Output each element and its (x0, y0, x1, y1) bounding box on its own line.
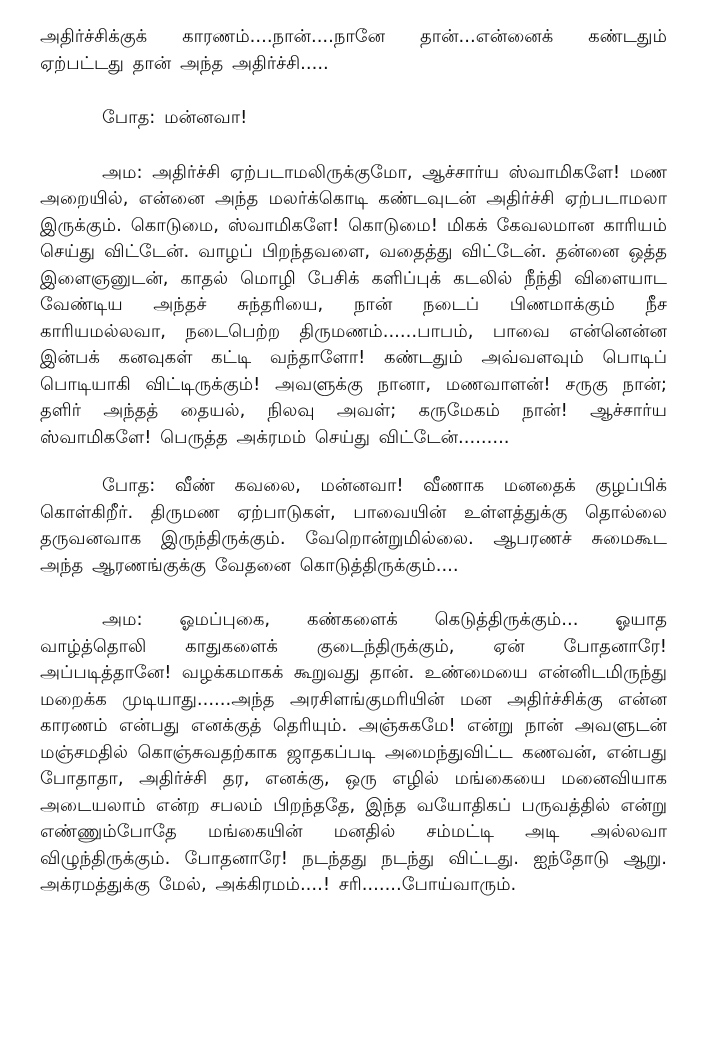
paragraph-ama-response: அம: ஓமப்புகை, கண்களைக் கெடுத்திருக்கும்... ஓயாத வாழ்த்தொலி காதுகளைக் குடைந்திருக்கும், ஏன் போதனாரே! அப்படித்தானே! வழக்கமாகக் கூறுவது தான். உண்மையை என்னிடமிருந்து மறைக்க முடியாது......அந்த அரசிளங்குமரியின் மன அதிர்ச்சிக்கு என்ன காரணம் என்பது எனக்குத் தெரியும். அஞ்சுகமே! என்று நான் அவளுடன் மஞ்சமதில் கொஞ்சுவதற்காக ஜாதகப்படி அமைந்துவிட்ட கணவன், என்பது போதாதா, அதிர்ச்சி தர, எனக்கு, ஒரு எழில் மங்கையை மனைவியாக அடையலாம் என்ற சபலம் பிறந்ததே, இந்த வயோதிகப் பருவத்தில் என்று எண்ணும்போதே மங்கையின் மனதில் சம்மட்டி அடி அல்லவா விழுந்திருக்கும். போதனாரே! நடந்தது நடந்து விட்டது. ஐந்தோடு ஆறு. அக்ரமத்துக்கு மேல், அக்கிரமம்....! சரி.......போய்வாரும். (40, 609, 667, 895)
paragraph-ama-lament: அம: அதிர்ச்சி ஏற்படாமலிருக்குமோ, ஆச்சார்ய ஸ்வாமிகளே! மண அறையில், என்னை அந்த மலர்க்கொடி கண்டவுடன் அதிர்ச்சி ஏற்படாமலா இருக்கும். கொடுமை, ஸ்வாமிகளே! கொடுமை! மிகக் கேவலமான காரியம் செய்து விட்டேன். வாழப் பிறந்தவளை, வதைத்து விட்டேன். தன்னை ஒத்த இளைஞனுடன், காதல் மொழி பேசிக் களிப்புக் கடலில் நீந்தி விளையாட வேண்டிய அந்தச் சுந்தரியை, நான் நடைப் பிணமாக்கும் நீச காரியமல்லவா, நடைபெற்ற திருமணம்......பாபம், பாவை என்னென்ன இன்பக் கனவுகள் கட்டி வந்தாளோ! கண்டதும் அவ்வளவும் பொடிப் பொடியாகி விட்டிருக்கும்! அவளுக்கு நானா, மணவாளன்! சருகு நான்; தளிர் அந்தத் தையல், நிலவு அவள்; கருமேகம் நான்! ஆச்சார்ய ஸ்வாமிகளே! பெருத்த அக்ரமம் செய்து விட்டேன்......... (40, 161, 667, 448)
paragraph-bodha-consolation: போத: வீண் கவலை, மன்னவா! வீணாக மனதைக் குழப்பிக் கொள்கிறீர். திருமண ஏற்பாடுகள், பாவையின் உள்ளத்துக்கு தொல்லை தருவனவாக இருந்திருக்கும். வேறொன்றுமில்லை. ஆபரணச் சுமைகூட அந்த ஆரணங்குக்கு வேதனை கொடுத்திருக்கும்.... (40, 475, 667, 576)
paragraph-narration: அதிர்ச்சிக்குக் காரணம்....நான்....நானே தான்...என்னைக் கண்டதும் ஏற்பட்டது தான் அந்த அதிர்ச்சி..... (40, 26, 667, 74)
paragraph-bodha-reply: போத: மன்னவா! (102, 107, 248, 128)
